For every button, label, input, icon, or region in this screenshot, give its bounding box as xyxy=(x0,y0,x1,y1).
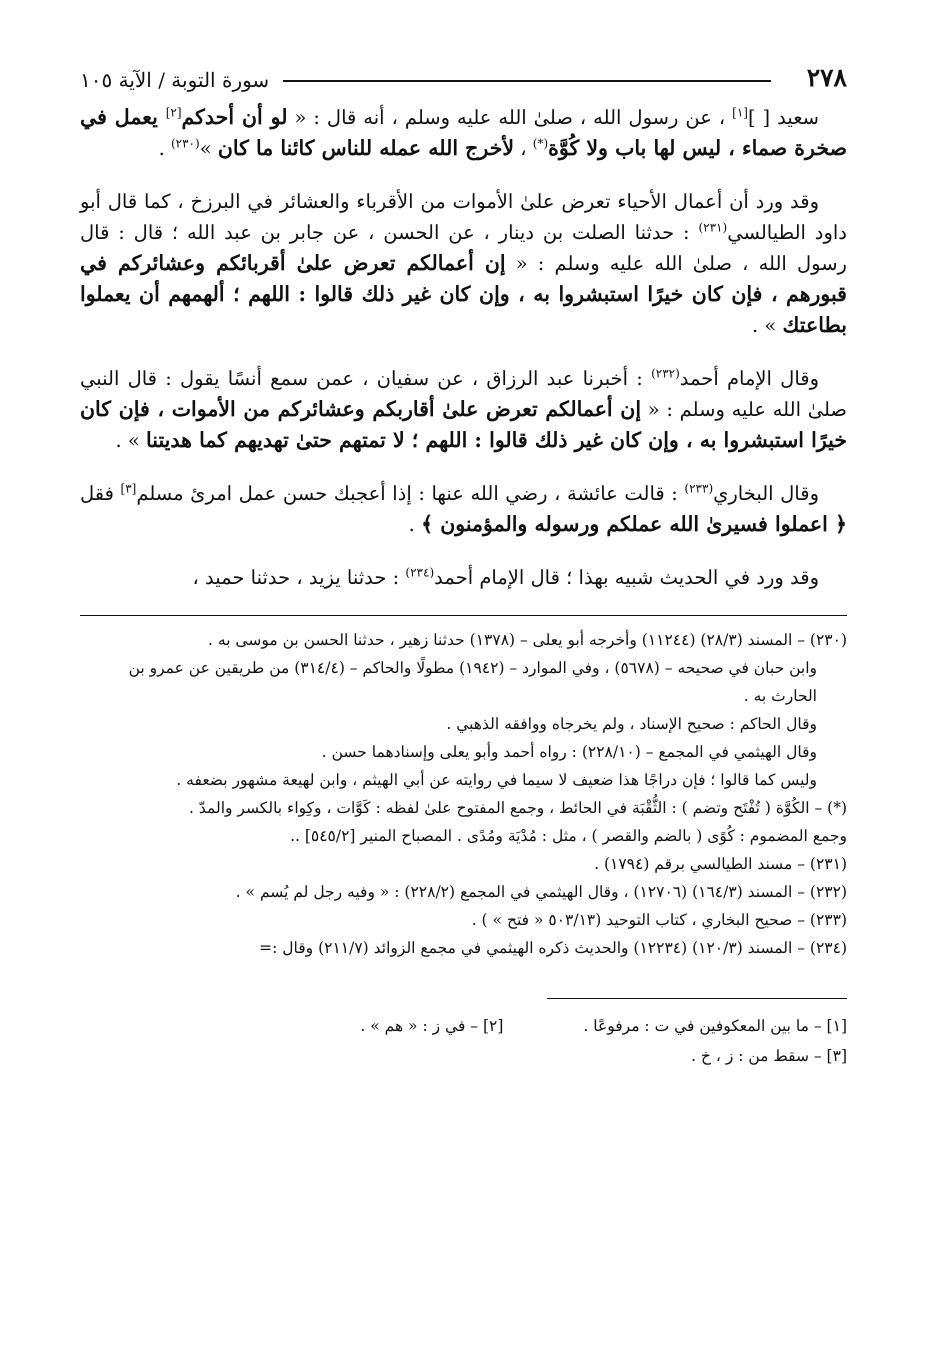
text-run: : حدثنا الصلت بن دينار ، عن الحسن ، عن جابر بن عبد الله ؛ قال : قال رسول الله ، صلىٰ الله عليه وسلم : « xyxy=(80,221,847,275)
editor-note-3: [٣] – سقط من : ز ، خ . xyxy=(691,1047,847,1065)
footnote: (٢٣٢) – المسند (١٦٤/٣) (١٢٧٠٦) ، وقال الهيثمي في المجمع (٢٢٨/٢) : « وفيه رجل لم يُسم » . xyxy=(235,883,847,901)
paragraph xyxy=(80,478,847,540)
text-run: . xyxy=(158,137,171,160)
footnote: (٢٣١) – مسند الطيالسي برقم (١٧٩٤) . xyxy=(594,855,847,873)
footnote: (*) – الكُوَّة ( تُفْتَح وتضم ) : الثُّقْبَة في الحائط ، وجمع المفتوح علىٰ لفظه : كَوَّات ، وكِواء بالكسر والمدّ . xyxy=(189,799,847,817)
text-run: وقد ورد أن أعمال الأحياء تعرض علىٰ الأموات من الأقرباء والعشائر في البرزخ ، كما قال أبو داود الطيالسي xyxy=(80,190,847,244)
text-run: : قالت عائشة ، رضي الله عنها : إذا أعجبك حسن عمل امرئ مسلم xyxy=(136,482,685,505)
text-run: وقال الإمام أحمد xyxy=(679,367,819,390)
reference-marker: (٢٣٤) xyxy=(405,565,435,580)
text-run: » . xyxy=(115,429,147,452)
reference-marker: [٢] xyxy=(165,105,182,120)
text-run: فقل xyxy=(80,482,121,505)
text-run: ، عن رسول الله ، صلىٰ الله عليه وسلم ، أنه قال : « xyxy=(287,106,733,129)
reference-marker: (٢٣١) xyxy=(698,220,728,235)
footnote: (٢٣٣) – صحيح البخاري ، كتاب التوحيد (٥٠٣/١٣ « فتح » ) . xyxy=(471,911,847,929)
footnote: (٢٣٠) – المسند (٢٨/٣) (١١٢٤٤) وأخرجه أبو يعلى – (١٣٧٨) حدثنا زهير ، حدثنا الحسن بن موسى به . xyxy=(208,631,847,649)
page-header xyxy=(80,52,847,92)
paragraph xyxy=(80,186,847,341)
quoted-text: لأخرج الله عمله للناس كائنا ما كان xyxy=(217,136,515,160)
quoted-text: إن أعمالكم تعرض علىٰ أقاربكم وعشائركم من الأموات ، فإن كان خيرًا استبشروا به ، وإن كان غير ذلك قالوا : اللهم ؛ لا تمتهم حتىٰ تهديهم كما هديتنا xyxy=(80,397,847,452)
text-run: سعيد [ ] xyxy=(747,106,819,129)
page-number: ٢٧٨ xyxy=(806,63,847,92)
reference-marker: (٢٣٠) xyxy=(170,136,200,151)
footnote: وجمع المضموم : كُوًى ( بالضم والقصر ) ، مثل : مُدْيَة ومُدًى . المصباح المنير [٥٤٥/٢] .. xyxy=(290,827,847,845)
editor-notes-rule xyxy=(547,998,847,999)
text-run: : حدثنا يزيد ، حدثنا حميد ، xyxy=(192,566,406,589)
text-run: . xyxy=(408,513,422,536)
quoted-text: لو أن أحدكم xyxy=(181,105,288,129)
quoted-text: ﴿ اعملوا فسيرىٰ الله عملكم ورسوله والمؤمنون ﴾ xyxy=(421,512,847,536)
text-run: » . xyxy=(752,314,783,337)
text-run: » xyxy=(199,137,218,160)
text-run: : أخبرنا عبد الرزاق ، عن سفيان ، عمن سمع أنسًا يقول : قال النبي صلىٰ الله عليه وسلم : « xyxy=(80,367,847,421)
paragraph xyxy=(80,562,847,593)
reference-marker: (٢٣٢) xyxy=(651,366,680,381)
reference-marker: (*) xyxy=(532,136,549,151)
reference-marker: [١] xyxy=(732,105,748,120)
paragraph xyxy=(80,102,847,164)
footnote: وقال الحاكم : صحيح الإسناد ، ولم يخرجاه ووافقه الذهبي . xyxy=(446,715,817,733)
footnote: وليس كما قالوا ؛ فإن دراجًا هذا ضعيف لا سيما في روايته عن أبي الهيثم ، وابن لهيعة مشهور بضعفه . xyxy=(176,771,817,789)
editor-notes xyxy=(80,1011,847,1071)
text-run: ، xyxy=(514,137,533,160)
reference-marker: [٣] xyxy=(120,481,137,496)
footnotes xyxy=(80,615,847,962)
footnote: وابن حبان في صحيحه – (٥٦٧٨) ، وفي الموارد – (١٩٤٢) مطولًا والحاكم – (٣١٤/٤) من طريقين عن عمرو بن الحارث به . xyxy=(128,659,817,705)
quoted-text: يعمل في صخرة صماء ، ليس لها باب ولا كُوَّة xyxy=(80,105,847,160)
editor-notes-row xyxy=(80,1011,847,1041)
footnote: (٢٣٤) – المسند (١٢٠/٣) (١٢٢٣٤) والحديث ذكره الهيثمي في مجمع الزوائد (٢١١/٧) وقال := xyxy=(259,939,847,957)
footnote: وقال الهيثمي في المجمع – (٢٢٨/١٠) : رواه أحمد وأبو يعلى وإسنادهما حسن . xyxy=(321,743,817,761)
text-run: وقال البخاري xyxy=(713,482,819,505)
main-text xyxy=(80,102,847,593)
running-title: سورة التوبة / الآية ١٠٥ xyxy=(80,68,270,92)
editor-note-1: [١] – ما بين المعكوفين في ت : مرفوعًا . xyxy=(583,1017,847,1035)
reference-marker: (٢٣٣) xyxy=(684,481,714,496)
paragraph xyxy=(80,363,847,456)
text-run: وقد ورد في الحديث شبيه بهذا ؛ قال الإمام أحمد xyxy=(434,566,819,589)
header-rule xyxy=(283,80,771,82)
quoted-text: إن أعمالكم تعرض علىٰ أقربائكم وعشائركم في قبورهم ، فإن كان خيرًا استبشروا به ، وإن كان غير ذلك قالوا : اللهم ؛ ألهمهم أن يعملوا بطاعتك xyxy=(80,251,847,337)
editor-note-2: [٢] – في ز : « هم » . xyxy=(360,1017,504,1035)
